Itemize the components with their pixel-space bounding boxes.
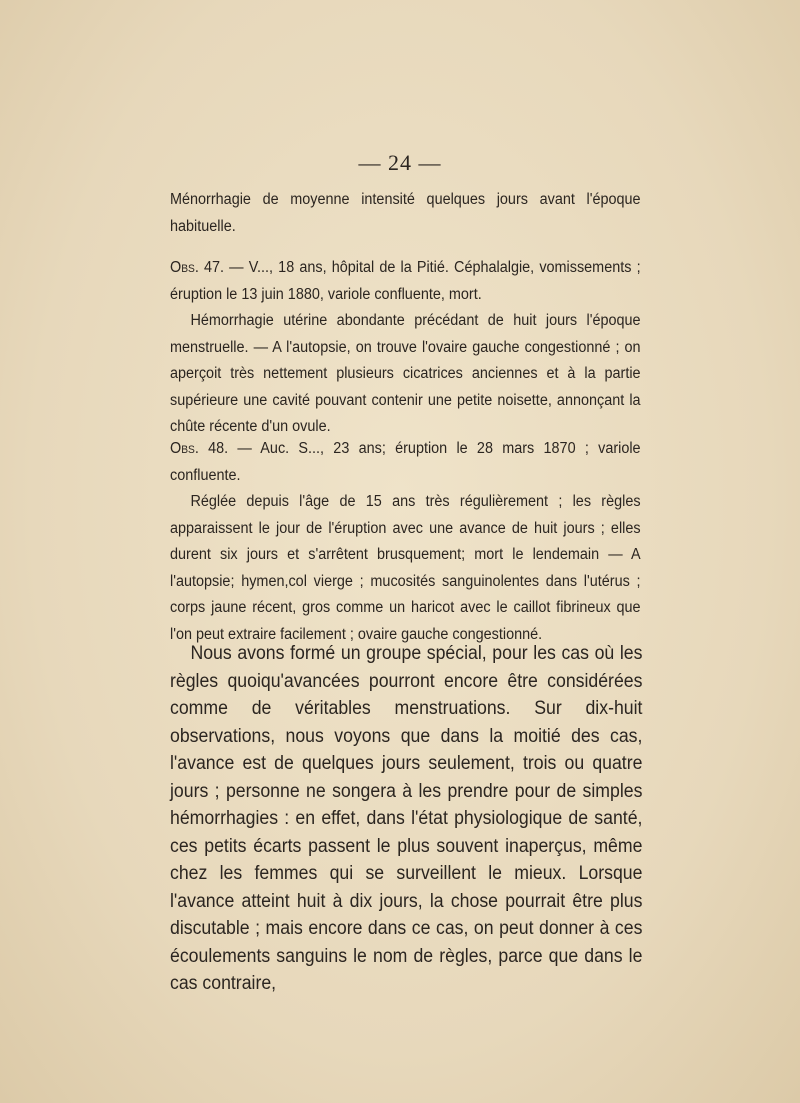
obs48-first-text: — Auc. S..., 23 ans; éruption le 28 mars 1870 ; variole confluente. (170, 440, 641, 484)
page-number: — 24 — (358, 150, 442, 175)
obs48-label: Obs. 48. (170, 440, 229, 457)
obs48-second-paragraph: Réglée depuis l'âge de 15 ans très régulièrement ; les règles apparaissent le jour de l'éruption avec une avance de huit jours ; elles durent six jours et s'arrêtent brusquement; mort le lendemain — A l'autopsie; hymen,col vierge ; mucosités sanguinolentes dans l'utérus ; corps jaune récent, gros comme un haricot avec le caillot fibrineux que l'on peut extraire facilement ; ovaire gauche congestionné. (170, 493, 641, 643)
obs48-first-paragraph (170, 436, 641, 489)
discussion-paragraph: Nous avons formé un groupe spécial, pour les cas où les règles quoiqu'avancées pourront encore être considérées comme de véritables menstruations. Sur dix-huit observations, nous voyons que dans la moitié des cas, l'avance est de quelques jours seulement, trois ou quatre jours ; personne ne songera à les prendre pour de simples hémorrhagies : en effet, dans l'état physiologique de santé, ces petits écarts passent le plus souvent inaperçus, même chez les femmes qui se surveillent le mieux. Lorsque l'avance atteint huit à dix jours, la chose pourrait être plus discutable ; mais encore dans ce cas, on peut donner à ces écoulements sanguins le nom de règles, parce que dans le cas contraire, (170, 643, 643, 994)
obs47-first-text: — V..., 18 ans, hôpital de la Pitié. Céphalalgie, vomissements ; éruption le 13 juin 1880, variole confluente, mort. (170, 259, 641, 303)
discussion-section (170, 640, 642, 998)
obs47-first-paragraph (170, 255, 641, 308)
intro-paragraph (170, 187, 641, 240)
observation-47 (170, 255, 641, 441)
obs47-label: Obs. 47. (170, 259, 225, 276)
observation-48 (170, 436, 641, 648)
intro-text: Ménorrhagie de moyenne intensité quelques jours avant l'époque habituelle. (170, 191, 641, 235)
obs47-second-paragraph: Hémorrhagie utérine abondante précédant de huit jours l'époque menstruelle. — A l'autopsie, on trouve l'ovaire gauche congestionné ; on aperçoit très nettement plusieurs cicatrices anciennes et à la partie supérieure une cavité pouvant contenir une petite noisette, annonçant la chûte récente d'un ovule. (170, 312, 641, 435)
